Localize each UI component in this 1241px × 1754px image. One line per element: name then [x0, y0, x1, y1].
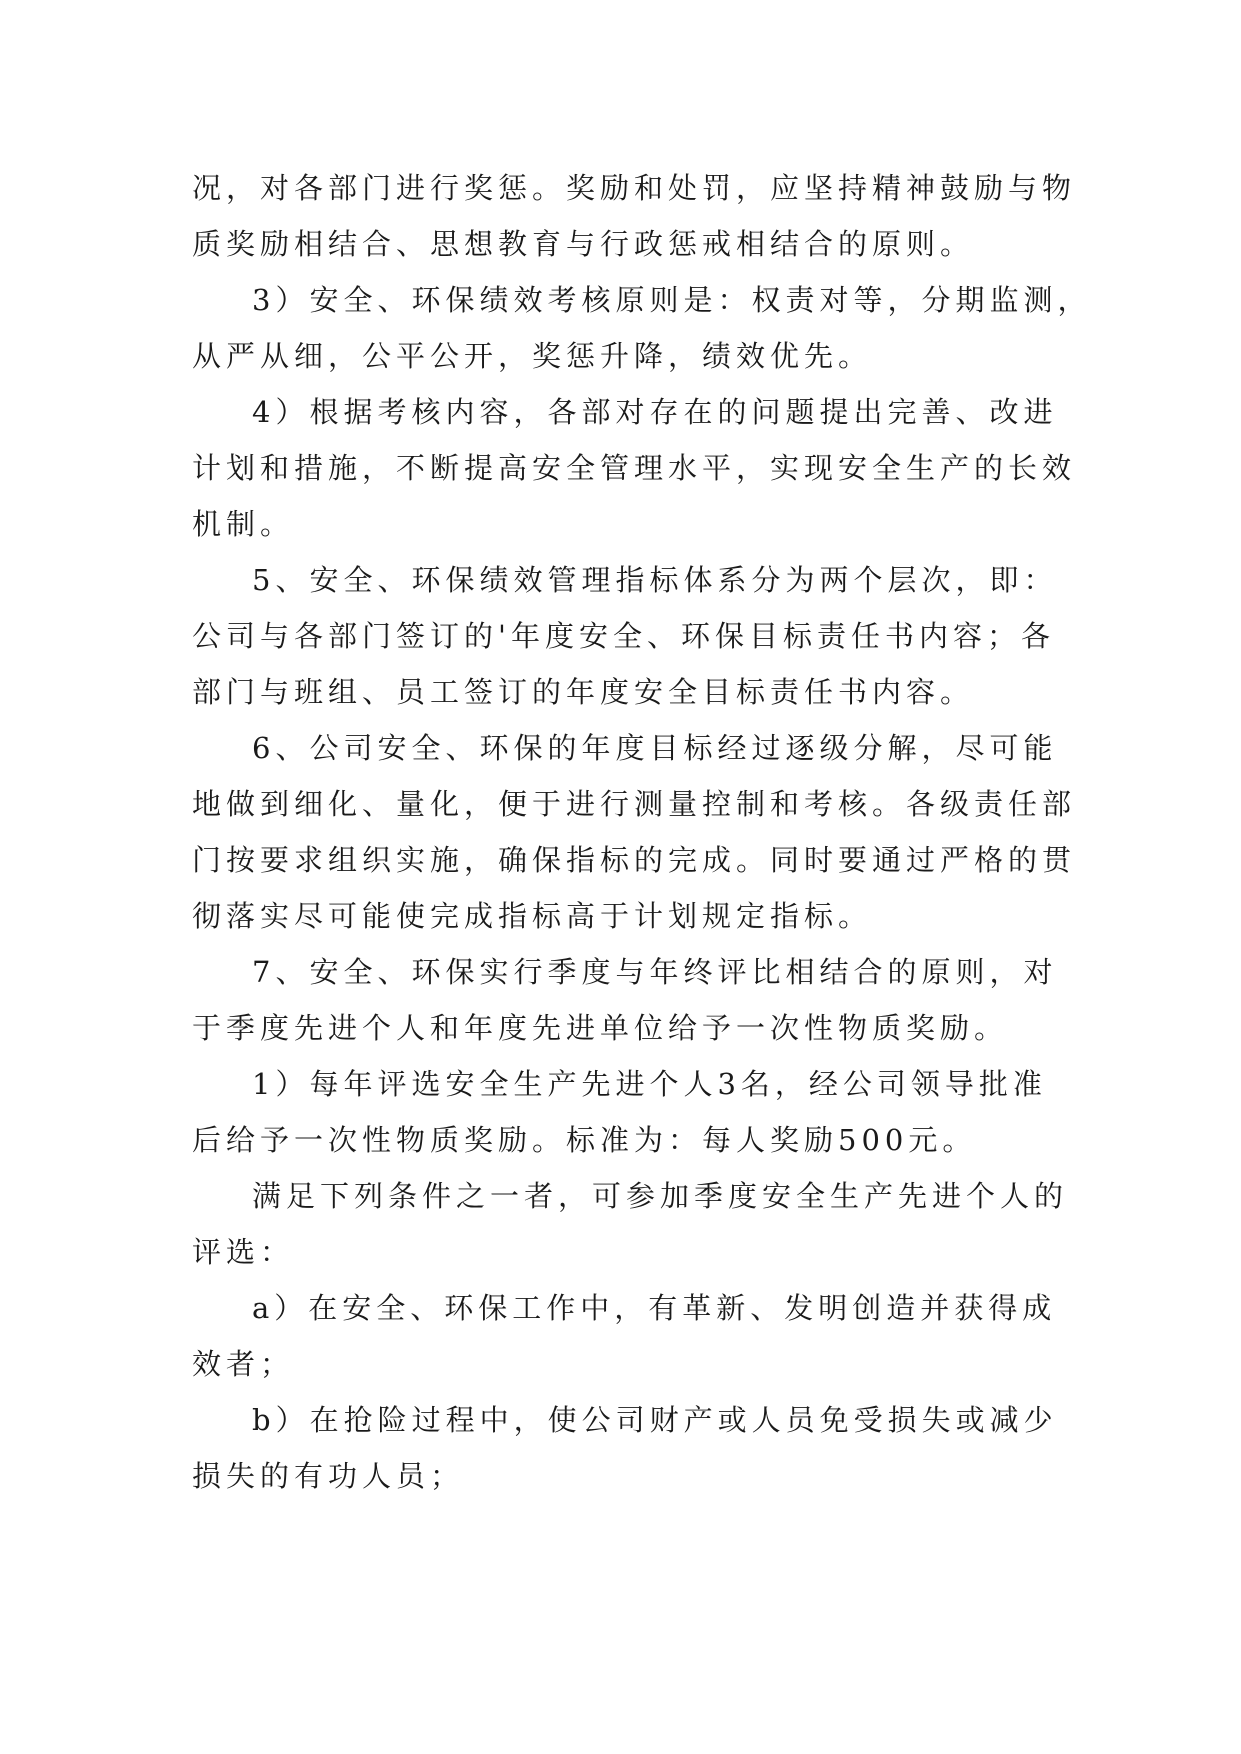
text-line-9: 公司与各部门签订的'年度安全、环保目标责任书内容；各 [192, 619, 1055, 653]
text-line-22: 效者； [192, 1347, 295, 1381]
text-line-16: 于季度先进个人和年度先进单位给予一次性物质奖励。 [192, 1011, 1009, 1045]
text-line-13: 门按要求组织实施，确保指标的完成。同时要通过严格的贯 [192, 843, 1077, 877]
text-line-19: 满足下列条件之一者，可参加季度安全生产先进个人的 [252, 1179, 1069, 1213]
text-line-6: 计划和措施，不断提高安全管理水平，实现安全生产的长效 [192, 451, 1077, 485]
text-line-20: 评选： [192, 1235, 295, 1269]
text-line-1: 况，对各部门进行奖惩。奖励和处罚，应坚持精神鼓励与物 [192, 171, 1077, 205]
text-line-15: 7、安全、环保实行季度与年终评比相结合的原则，对 [252, 955, 1058, 989]
text-line-7: 机制。 [192, 507, 295, 541]
text-line-3: 3）安全、环保绩效考核原则是：权责对等，分期监测， [252, 283, 1092, 317]
text-line-14: 彻落实尽可能使完成指标高于计划规定指标。 [192, 899, 873, 933]
text-line-17: 1）每年评选安全生产先进个人3名，经公司领导批准 [252, 1067, 1047, 1101]
text-line-5: 4）根据考核内容，各部对存在的问题提出完善、改进 [252, 395, 1058, 429]
text-line-21: a）在安全、环保工作中，有革新、发明创造并获得成 [252, 1291, 1057, 1325]
text-line-18: 后给予一次性物质奖励。标准为：每人奖励500元。 [192, 1123, 977, 1157]
text-line-10: 部门与班组、员工签订的年度安全目标责任书内容。 [192, 675, 975, 709]
document-body [192, 160, 1092, 1504]
text-line-8: 5、安全、环保绩效管理指标体系分为两个层次，即： [252, 563, 1058, 597]
text-line-11: 6、公司安全、环保的年度目标经过逐级分解，尽可能 [252, 731, 1058, 765]
text-line-2: 质奖励相结合、思想教育与行政惩戒相结合的原则。 [192, 227, 975, 261]
text-line-24: 损失的有功人员； [192, 1459, 465, 1493]
text-line-12: 地做到细化、量化，便于进行测量控制和考核。各级责任部 [192, 787, 1077, 821]
text-line-23: b）在抢险过程中，使公司财产或人员免受损失或减少 [252, 1403, 1058, 1437]
text-line-4: 从严从细，公平公开，奖惩升降，绩效优先。 [192, 339, 873, 373]
